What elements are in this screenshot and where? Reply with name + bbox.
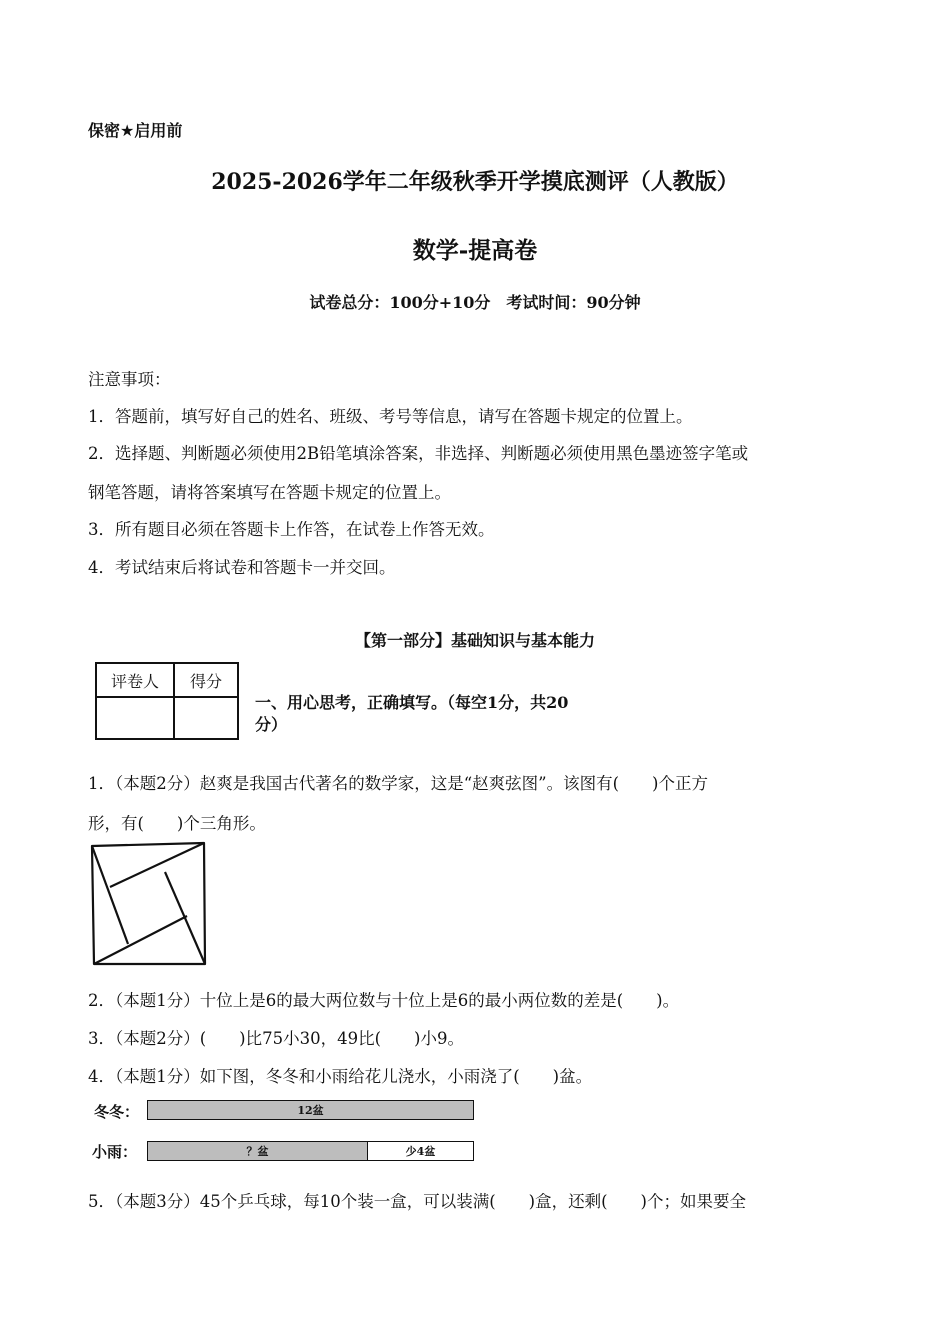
label-dongdong: 冬冬：: [94, 1103, 140, 1121]
note-item: 钢笔答题，请将答案填写在答题卡规定的位置上。: [88, 483, 451, 502]
inner-line: [92, 846, 128, 944]
heading-line: 分）: [255, 715, 288, 734]
bar-xiaoyu-unknown: ？盆: [147, 1141, 368, 1161]
bar-dongdong: 12盆: [147, 1100, 474, 1120]
inner-line: [94, 916, 187, 964]
notes-heading: 注意事项：: [88, 370, 171, 389]
score-table: [95, 662, 239, 740]
outer-square: [92, 843, 205, 964]
note-item: 2．选择题、判断题必须使用2B铅笔填涂答案，非选择、判断题必须使用黑色墨迹签字笔或: [88, 444, 749, 463]
exam-meta: 试卷总分：100分+10分 考试时间：90分钟: [309, 293, 641, 312]
bar-xiaoyu-less: 少4盆: [367, 1141, 474, 1161]
label-xiaoyu: 小雨：: [92, 1143, 138, 1161]
question-1-cont: 形，有( )个三角形。: [88, 814, 266, 833]
section-title: 【第一部分】基础知识与基本能力: [354, 631, 595, 650]
question-2: 2．（本题1分）十位上是6的最大两位数与十位上是6的最小两位数的差是( )。: [88, 991, 680, 1010]
heading-line: 一、用心思考，正确填写。（每空1分，共20: [255, 693, 569, 712]
page-title: 2025-2026学年二年级秋季开学摸底测评（人教版）: [211, 169, 739, 195]
confidential-label: 保密★启用前: [88, 121, 183, 140]
score-header: 得分: [174, 663, 238, 697]
note-item: 1．答题前，填写好自己的姓名、班级、考号等信息，请写在答题卡规定的位置上。: [88, 407, 693, 426]
question-group-heading: [255, 692, 655, 736]
inner-line: [110, 843, 204, 887]
question-1: 1．（本题2分）赵爽是我国古代著名的数学家，这是“赵爽弦图”。该图有( )个正方: [88, 774, 708, 793]
score-cell[interactable]: [174, 697, 238, 739]
grader-cell[interactable]: [96, 697, 174, 739]
question-5: 5．（本题3分）45个乒乓球，每10个装一盒，可以装满( )盒，还剩( )个；如果要全: [88, 1192, 746, 1211]
note-item: 3．所有题目必须在答题卡上作答，在试卷上作答无效。: [88, 520, 495, 539]
question-4: 4．（本题1分）如下图，冬冬和小雨给花儿浇水，小雨浇了( )盆。: [88, 1067, 593, 1086]
note-item: 4．考试结束后将试卷和答题卡一并交回。: [88, 558, 396, 577]
question-3: 3．（本题2分）( )比75小30，49比( )小9。: [88, 1029, 464, 1048]
grader-header: 评卷人: [96, 663, 174, 697]
page-subtitle: 数学-提高卷: [412, 237, 538, 264]
zhao-shuang-figure: [88, 840, 210, 968]
